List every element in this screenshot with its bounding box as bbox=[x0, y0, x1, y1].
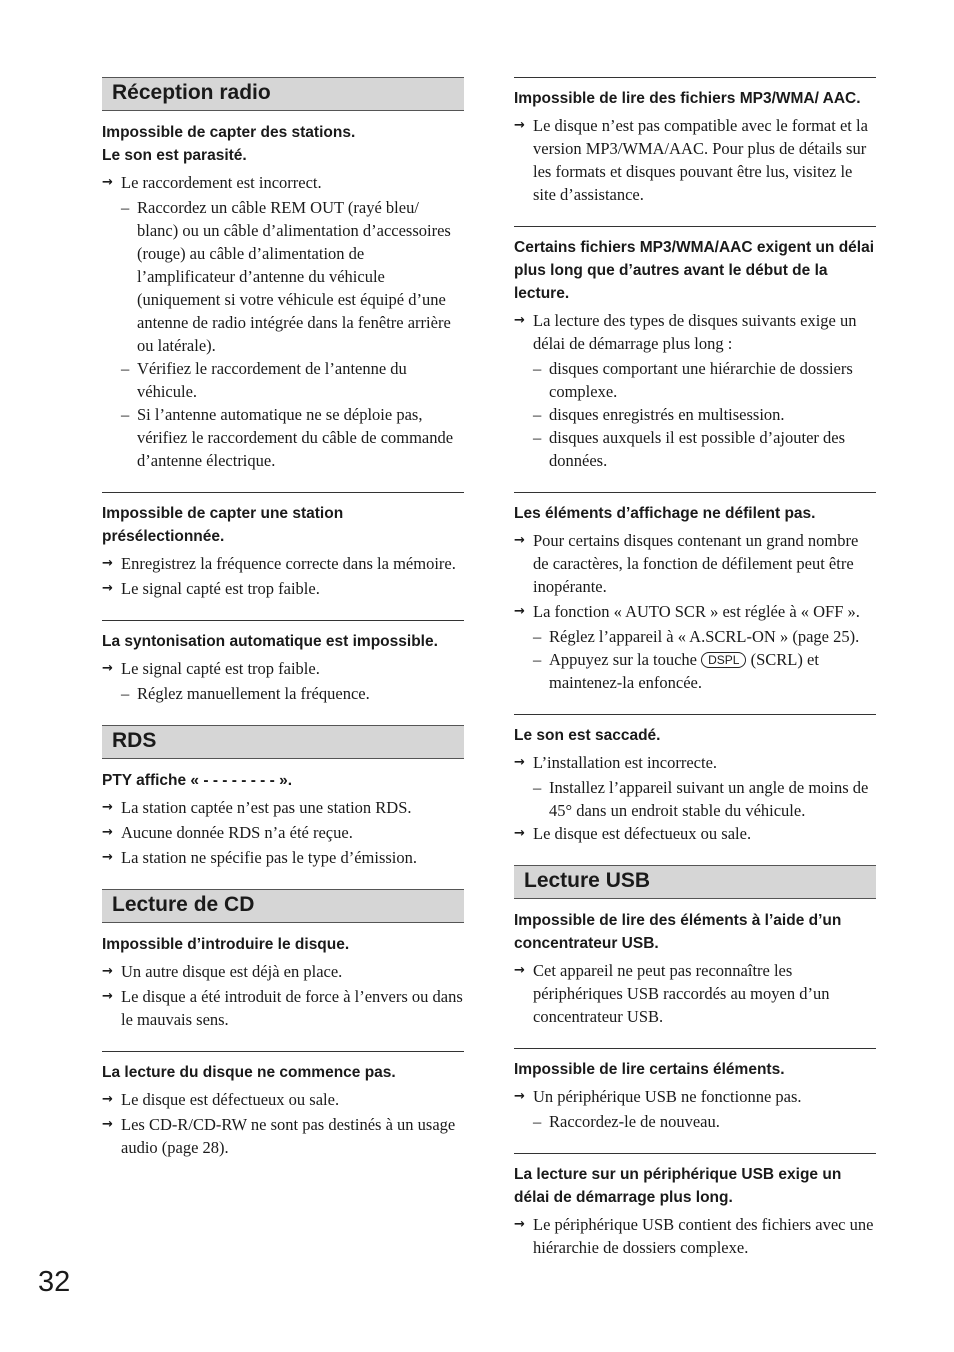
remedy-text: Appuyez sur la touche bbox=[549, 650, 697, 669]
remedy-text: disques enregistrés en multisession. bbox=[549, 405, 785, 424]
cause-item bbox=[102, 657, 464, 680]
troubleshooting-topic bbox=[514, 1153, 876, 1259]
dash-bullet: – bbox=[533, 359, 542, 378]
cause-text: Le raccordement est incorrect. bbox=[121, 173, 322, 192]
remedy-item bbox=[102, 403, 464, 472]
topic-title: PTY affiche « - - - - - - - - ». bbox=[102, 772, 293, 789]
cause-text: Aucune donnée RDS n’a été reçue. bbox=[121, 823, 353, 842]
topic-title: Certains fichiers MP3/WMA/AAC exigent un délai plus long que d’autres avant le début de la lecture. bbox=[514, 239, 875, 302]
dash-bullet: – bbox=[533, 627, 542, 646]
troubleshooting-topic bbox=[102, 769, 464, 869]
troubleshooting-topic bbox=[514, 77, 876, 206]
cause-text: La station captée n’est pas une station RDS. bbox=[121, 798, 412, 817]
cause-text: La lecture des types de disques suivants exige un délai de démarrage plus long : bbox=[533, 311, 857, 353]
arrow-icon: → bbox=[514, 963, 525, 978]
cause-text: Le disque est défectueux ou sale. bbox=[121, 1090, 340, 1109]
arrow-icon: → bbox=[514, 1217, 525, 1232]
dash-bullet: – bbox=[121, 359, 130, 378]
remedy-item bbox=[514, 426, 876, 472]
cause-text: La station ne spécifie pas le type d’émission. bbox=[121, 848, 418, 867]
topic-title: Impossible d’introduire le disque. bbox=[102, 936, 350, 953]
cause-item bbox=[514, 822, 876, 845]
arrow-icon: → bbox=[102, 661, 113, 676]
section-heading: Lecture de CD bbox=[102, 889, 464, 923]
cause-text: Le disque est défectueux ou sale. bbox=[533, 824, 752, 843]
topic-title: Impossible de lire des éléments à l’aide d’un concentrateur USB. bbox=[514, 912, 842, 952]
topic-title: Impossible de lire certains éléments. bbox=[514, 1061, 785, 1078]
cause-item bbox=[102, 1088, 464, 1111]
cause-text: Cet appareil ne peut pas reconnaître les périphériques USB raccordés au moyen d’un concentrateur USB. bbox=[533, 961, 830, 1026]
cause-item bbox=[514, 959, 876, 1028]
dash-bullet: – bbox=[533, 778, 542, 797]
cause-item bbox=[102, 821, 464, 844]
remedy-text: disques comportant une hiérarchie de dossiers complexe. bbox=[549, 359, 853, 401]
remedy-item bbox=[514, 625, 876, 648]
cause-item bbox=[514, 309, 876, 355]
remedy-text: Raccordez un câble REM OUT (rayé bleu/ blanc) ou un câble d’alimentation d’accessoires (rouge) au câble d’alimentation de l’amplificateur d’antenne du véhicule (uniquement si votre véhicule est équipé d’une antenne de radio intégrée dans la fenêtre arrière ou latérale). bbox=[137, 198, 451, 355]
arrow-icon: → bbox=[102, 581, 113, 596]
arrow-icon: → bbox=[102, 825, 113, 840]
remedy-item bbox=[514, 648, 876, 694]
cause-item bbox=[514, 529, 876, 598]
arrow-icon: → bbox=[514, 118, 525, 133]
dash-bullet: – bbox=[121, 405, 130, 424]
dash-bullet: – bbox=[533, 428, 542, 447]
page-number: 32 bbox=[38, 1266, 71, 1298]
dash-bullet: – bbox=[533, 650, 542, 669]
troubleshooting-topic bbox=[102, 492, 464, 600]
arrow-icon: → bbox=[102, 1117, 113, 1132]
troubleshooting-topic bbox=[514, 1048, 876, 1133]
dspl-button-label: DSPL bbox=[701, 652, 746, 668]
remedy-text: disques auxquels il est possible d’ajouter des données. bbox=[549, 428, 846, 470]
arrow-icon: → bbox=[514, 533, 525, 548]
cause-item bbox=[514, 751, 876, 774]
cause-item bbox=[514, 114, 876, 206]
arrow-icon: → bbox=[102, 964, 113, 979]
cause-text: L’installation est incorrecte. bbox=[533, 753, 718, 772]
remedy-text: Raccordez-le de nouveau. bbox=[549, 1112, 720, 1131]
cause-text: Un périphérique USB ne fonctionne pas. bbox=[533, 1087, 802, 1106]
remedy-item bbox=[514, 1110, 876, 1133]
cause-item bbox=[102, 1113, 464, 1159]
left-column bbox=[102, 77, 464, 1179]
remedy-item bbox=[514, 357, 876, 403]
dash-bullet: – bbox=[533, 1112, 542, 1131]
remedy-item bbox=[514, 403, 876, 426]
cause-text: La fonction « AUTO SCR » est réglée à « OFF ». bbox=[533, 602, 860, 621]
topic-title: Impossible de lire des fichiers MP3/WMA/ AAC. bbox=[514, 90, 861, 107]
troubleshooting-topic bbox=[102, 1051, 464, 1159]
troubleshooting-topic bbox=[102, 121, 464, 472]
cause-item bbox=[102, 796, 464, 819]
cause-item bbox=[102, 960, 464, 983]
arrow-icon: → bbox=[102, 175, 113, 190]
cause-item bbox=[102, 985, 464, 1031]
dash-bullet: – bbox=[533, 405, 542, 424]
cause-text: Les CD-R/CD-RW ne sont pas destinés à un usage audio (page 28). bbox=[121, 1115, 456, 1157]
remedy-item bbox=[102, 357, 464, 403]
remedy-item bbox=[102, 196, 464, 357]
troubleshooting-topic bbox=[514, 909, 876, 1028]
cause-item bbox=[102, 846, 464, 869]
troubleshooting-topic bbox=[514, 226, 876, 472]
cause-text: Le signal capté est trop faible. bbox=[121, 579, 320, 598]
topic-title: Impossible de capter des stations. Le son est parasité. bbox=[102, 124, 356, 164]
cause-text: Le signal capté est trop faible. bbox=[121, 659, 320, 678]
dash-bullet: – bbox=[121, 684, 130, 703]
arrow-icon: → bbox=[514, 604, 525, 619]
remedy-item bbox=[102, 682, 464, 705]
arrow-icon: → bbox=[514, 1089, 525, 1104]
topic-title: Le son est saccadé. bbox=[514, 727, 661, 744]
arrow-icon: → bbox=[102, 800, 113, 815]
section-heading: RDS bbox=[102, 725, 464, 759]
topic-title: La lecture sur un périphérique USB exige un délai de démarrage plus long. bbox=[514, 1166, 842, 1206]
arrow-icon: → bbox=[514, 826, 525, 841]
arrow-icon: → bbox=[514, 755, 525, 770]
remedy-text: Réglez l’appareil à « A.SCRL-ON » (page 25). bbox=[549, 627, 860, 646]
remedy-text: Installez l’appareil suivant un angle de moins de 45° dans un endroit stable du véhicule. bbox=[549, 778, 869, 820]
cause-text: Enregistrez la fréquence correcte dans la mémoire. bbox=[121, 554, 456, 573]
topic-title: La lecture du disque ne commence pas. bbox=[102, 1064, 396, 1081]
cause-text: Pour certains disques contenant un grand nombre de caractères, la fonction de défilement peut être inopérante. bbox=[533, 531, 859, 596]
arrow-icon: → bbox=[102, 1092, 113, 1107]
right-column bbox=[514, 77, 876, 1279]
troubleshooting-topic bbox=[102, 620, 464, 705]
cause-text: Un autre disque est déjà en place. bbox=[121, 962, 343, 981]
remedy-text: Vérifiez le raccordement de l’antenne du véhicule. bbox=[137, 359, 407, 401]
arrow-icon: → bbox=[102, 556, 113, 571]
cause-text: Le disque n’est pas compatible avec le format et la version MP3/WMA/AAC. Pour plus de détails sur les formats et disques pouvant être lus, visitez le site d’assistance. bbox=[533, 116, 868, 204]
arrow-icon: → bbox=[102, 989, 113, 1004]
cause-text: Le disque a été introduit de force à l’envers ou dans le mauvais sens. bbox=[121, 987, 463, 1029]
dash-bullet: – bbox=[121, 198, 130, 217]
cause-item bbox=[102, 552, 464, 575]
topic-title: La syntonisation automatique est impossible. bbox=[102, 633, 438, 650]
cause-item bbox=[514, 1213, 876, 1259]
remedy-item bbox=[514, 776, 876, 822]
troubleshooting-topic bbox=[514, 714, 876, 845]
cause-item bbox=[514, 600, 876, 623]
topic-title: Impossible de capter une station présélectionnée. bbox=[102, 505, 344, 545]
arrow-icon: → bbox=[514, 313, 525, 328]
cause-text: Le périphérique USB contient des fichiers avec une hiérarchie de dossiers complexe. bbox=[533, 1215, 874, 1257]
cause-item bbox=[514, 1085, 876, 1108]
cause-item bbox=[102, 577, 464, 600]
cause-item bbox=[102, 171, 464, 194]
troubleshooting-topic bbox=[102, 933, 464, 1031]
remedy-text: (SCRL) et maintenez-la enfoncée. bbox=[549, 650, 819, 692]
section-heading: Lecture USB bbox=[514, 865, 876, 899]
topic-title: Les éléments d’affichage ne défilent pas. bbox=[514, 505, 816, 522]
remedy-text: Si l’antenne automatique ne se déploie pas, vérifiez le raccordement du câble de commande d’antenne électrique. bbox=[137, 405, 454, 470]
arrow-icon: → bbox=[102, 850, 113, 865]
troubleshooting-topic bbox=[514, 492, 876, 694]
section-heading: Réception radio bbox=[102, 77, 464, 111]
remedy-text: Réglez manuellement la fréquence. bbox=[137, 684, 370, 703]
